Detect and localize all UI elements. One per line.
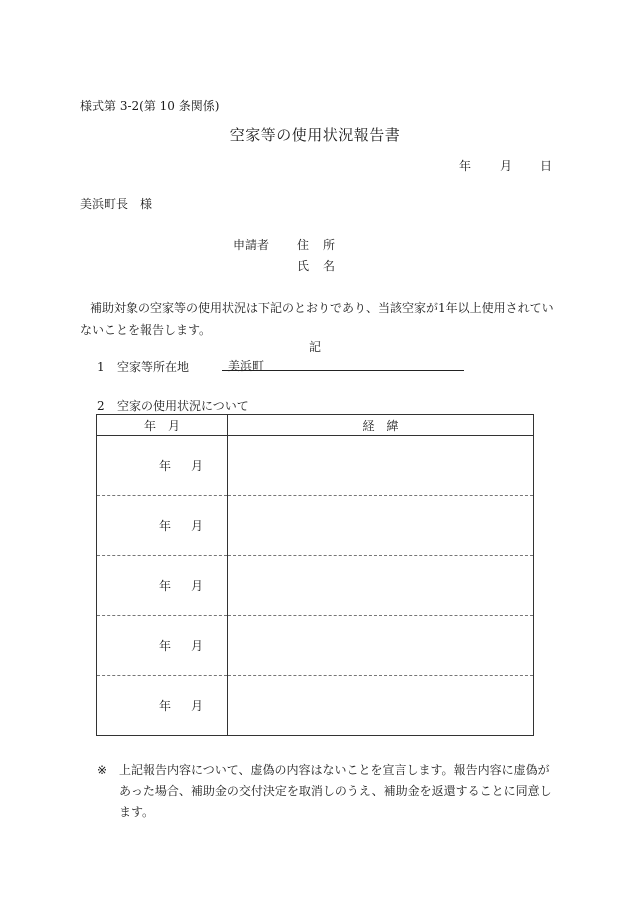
header-year-month: 年 月: [97, 415, 228, 436]
property-address-line: [222, 370, 464, 371]
name-label: 氏名: [297, 259, 350, 273]
section-1-heading: [97, 358, 189, 375]
row-date: [97, 436, 228, 496]
row-date: [97, 496, 228, 556]
row-detail[interactable]: [228, 436, 534, 496]
row-year: 年: [159, 579, 172, 593]
row-detail[interactable]: [228, 496, 534, 556]
table-row: [97, 496, 534, 556]
row-month: 月: [191, 579, 204, 593]
table-header-row: [97, 415, 534, 436]
row-detail[interactable]: [228, 676, 534, 736]
section-1-label: 空家等所在地: [117, 360, 190, 374]
document-title: 空家等の使用状況報告書: [229, 126, 401, 144]
date-year: 年: [459, 159, 472, 173]
row-year: 年: [159, 519, 172, 533]
row-month: 月: [191, 699, 204, 713]
applicant-label: 申請者: [233, 238, 270, 252]
row-date: [97, 676, 228, 736]
row-year: 年: [159, 459, 172, 473]
row-detail[interactable]: [228, 556, 534, 616]
row-month: 月: [191, 519, 204, 533]
date-day: 日: [540, 159, 553, 173]
address-label: 住所: [297, 238, 350, 252]
section-1-number: 1: [97, 360, 105, 374]
form-number: 様式第 3-2(第 10 条関係): [80, 99, 220, 113]
declaration-note: [97, 760, 557, 823]
row-year: 年: [159, 639, 172, 653]
date-month: 月: [500, 159, 513, 173]
table-row: [97, 676, 534, 736]
header-history: 経 緯: [228, 415, 534, 436]
row-date: [97, 616, 228, 676]
section-2-heading: [97, 397, 249, 414]
row-month: 月: [191, 459, 204, 473]
note-mark: ※: [97, 763, 108, 777]
property-address-value: 美浜町: [228, 359, 265, 373]
usage-history-table: [96, 414, 534, 736]
row-month: 月: [191, 639, 204, 653]
table-row: [97, 556, 534, 616]
table-row: [97, 616, 534, 676]
row-date: [97, 556, 228, 616]
ki-heading: 記: [308, 340, 321, 354]
note-text: 上記報告内容について、虚偽の内容はないことを宣言します。報告内容に虚偽があった場合、補助金の交付決定を取消しのうえ、補助金を返還することに同意します。: [119, 763, 552, 819]
addressee: 美浜町長 様: [80, 197, 153, 211]
table-row: [97, 436, 534, 496]
section-2-number: 2: [97, 399, 105, 413]
row-year: 年: [159, 699, 172, 713]
report-statement: 補助対象の空家等の使用状況は下記のとおりであり、当該空家が1年以上使用されていないことを報告します。: [80, 301, 554, 337]
row-detail[interactable]: [228, 616, 534, 676]
section-2-label: 空家の使用状況について: [117, 399, 249, 413]
